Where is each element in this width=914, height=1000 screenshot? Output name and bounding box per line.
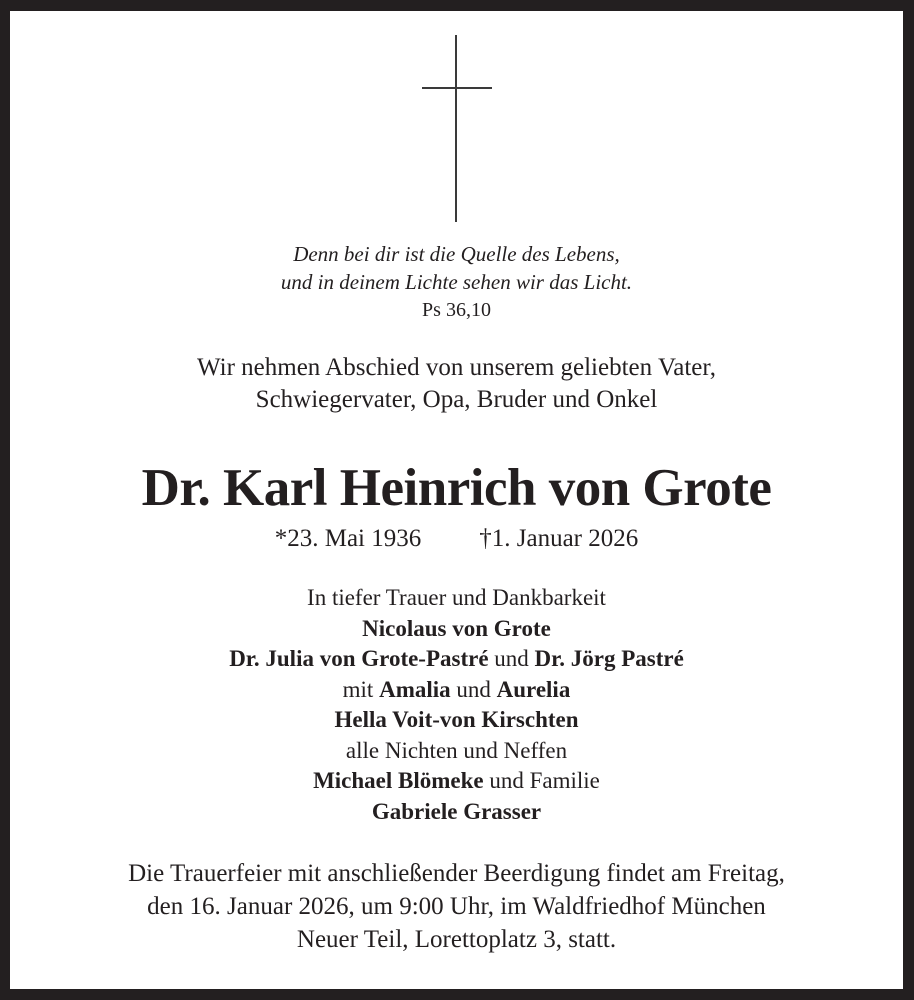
mourner-line [10,766,903,797]
service-line: Die Trauerfeier mit anschließender Beerdigung findet am Freitag, [128,860,785,887]
mourners-heading: In tiefer Trauer und Dankbarkeit [307,585,606,610]
suffix-text: und Familie [483,768,600,793]
funeral-service-info [10,857,903,956]
joiner-text: und [488,646,535,671]
joiner-text: und [450,676,497,702]
cross-horizontal-bar [422,87,492,89]
mourner-name: Hella Voit-von Kirschten [334,707,579,732]
intro-line: Schwiegervater, Opa, Bruder und Onkel [255,386,658,413]
birth-date: *23. Mai 1936 [274,525,422,552]
cross-vertical-bar [455,35,457,222]
obituary-card [10,11,903,989]
mourner-name: Aurelia [496,676,571,702]
deceased-name: Dr. Karl Heinrich von Grote [141,459,772,517]
mourner-name: Dr. Julia von Grote-Pastré [229,646,489,671]
verse-reference: Ps 36,10 [422,299,491,321]
mourner-line [10,644,903,675]
mourners-list [10,583,903,827]
mourner-name: Gabriele Grasser [371,798,542,824]
intro-line: Wir nehmen Abschied von unserem geliebten Vater, [197,354,716,381]
mourner-name: Amalia [379,676,451,702]
verse-line: und in deinem Lichte sehen wir das Licht. [280,270,633,294]
mourner-name: Michael Blömeke [313,768,484,793]
prefix-text: mit [342,676,380,702]
mourner-line [10,797,903,828]
mourner-name: Dr. Jörg Pastré [534,646,684,671]
mourner-line [10,705,903,736]
service-line: den 16. Januar 2026, um 9:00 Uhr, im Waldfriedhof München [147,893,766,920]
bible-verse [10,240,903,296]
mourner-line: alle Nichten und Neffen [345,737,568,763]
mourner-line [10,614,903,645]
verse-line: Denn bei dir ist die Quelle des Lebens, [293,242,620,266]
mourner-name: Nicolaus von Grote [362,615,551,641]
service-line: Neuer Teil, Lorettoplatz 3, statt. [296,926,617,953]
mourner-line [10,675,903,706]
death-date: †1. Januar 2026 [479,525,639,552]
farewell-intro [10,352,903,416]
life-dates [10,523,903,555]
